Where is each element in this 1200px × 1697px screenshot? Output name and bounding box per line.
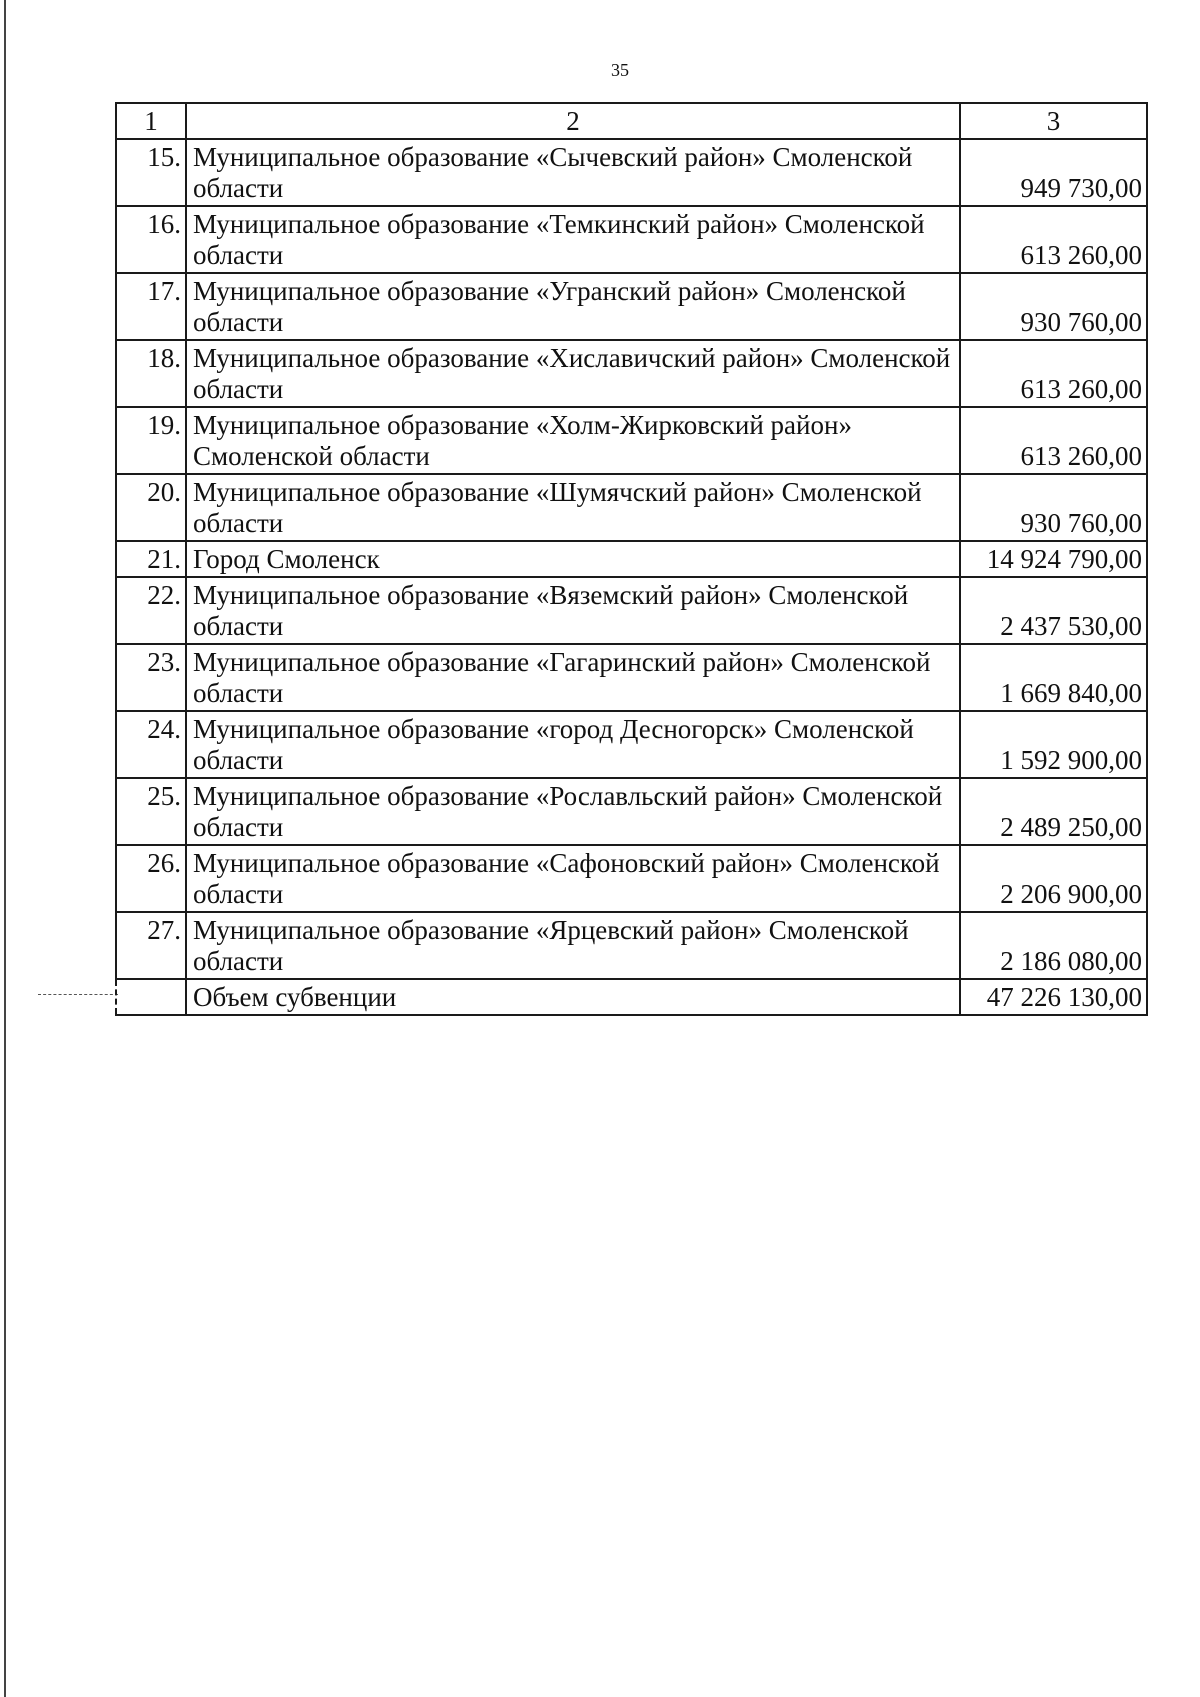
- table-row: [116, 778, 1147, 845]
- table-row: [116, 912, 1147, 979]
- page-left-edge: [4, 0, 6, 1697]
- municipality-name: Город Смоленск: [186, 541, 960, 577]
- subvention-amount: 2 186 080,00: [960, 912, 1147, 979]
- municipality-name: Муниципальное образование «Сычевский район» Смоленской области: [186, 139, 960, 206]
- table-row: [116, 711, 1147, 778]
- subvention-amount: 613 260,00: [960, 407, 1147, 474]
- row-number: 18.: [116, 340, 186, 407]
- table-row: [116, 273, 1147, 340]
- subvention-amount: 949 730,00: [960, 139, 1147, 206]
- municipality-name: Муниципальное образование «Холм-Жирковский район» Смоленской области: [186, 407, 960, 474]
- table-row: [116, 139, 1147, 206]
- table-row: [116, 340, 1147, 407]
- municipality-name: Муниципальное образование «город Десногорск» Смоленской области: [186, 711, 960, 778]
- total-label: Объем субвенции: [186, 979, 960, 1015]
- subvention-amount: 1 669 840,00: [960, 644, 1147, 711]
- page-number: 35: [611, 60, 629, 80]
- municipality-name: Муниципальное образование «Сафоновский район» Смоленской области: [186, 845, 960, 912]
- row-number: 26.: [116, 845, 186, 912]
- table-row: [116, 407, 1147, 474]
- subvention-amount: 14 924 790,00: [960, 541, 1147, 577]
- header-col-3: 3: [960, 103, 1147, 139]
- subvention-amount: 2 489 250,00: [960, 778, 1147, 845]
- subvention-amount: 2 437 530,00: [960, 577, 1147, 644]
- table-row: [116, 541, 1147, 577]
- municipality-name: Муниципальное образование «Темкинский район» Смоленской области: [186, 206, 960, 273]
- subvention-amount: 1 592 900,00: [960, 711, 1147, 778]
- table-row: [116, 474, 1147, 541]
- margin-dash-line: [38, 994, 118, 995]
- subvention-table: [115, 102, 1148, 1016]
- header-col-1: 1: [116, 103, 186, 139]
- table-row: [116, 577, 1147, 644]
- municipality-name: Муниципальное образование «Вяземский район» Смоленской области: [186, 577, 960, 644]
- subvention-amount: 613 260,00: [960, 206, 1147, 273]
- total-row-number: [116, 979, 186, 1015]
- municipality-name: Муниципальное образование «Шумячский район» Смоленской области: [186, 474, 960, 541]
- municipality-name: Муниципальное образование «Гагаринский район» Смоленской области: [186, 644, 960, 711]
- row-number: 19.: [116, 407, 186, 474]
- subvention-amount: 2 206 900,00: [960, 845, 1147, 912]
- municipality-name: Муниципальное образование «Ярцевский район» Смоленской области: [186, 912, 960, 979]
- municipality-name: Муниципальное образование «Хиславичский район» Смоленской области: [186, 340, 960, 407]
- municipality-name: Муниципальное образование «Угранский район» Смоленской области: [186, 273, 960, 340]
- table-row: [116, 845, 1147, 912]
- row-number: 15.: [116, 139, 186, 206]
- table-header-row: [116, 103, 1147, 139]
- row-number: 23.: [116, 644, 186, 711]
- total-row: [116, 979, 1147, 1015]
- subvention-amount: 930 760,00: [960, 474, 1147, 541]
- total-amount: 47 226 130,00: [960, 979, 1147, 1015]
- municipality-name: Муниципальное образование «Рославльский район» Смоленской области: [186, 778, 960, 845]
- subvention-amount: 930 760,00: [960, 273, 1147, 340]
- subvention-amount: 613 260,00: [960, 340, 1147, 407]
- row-number: 24.: [116, 711, 186, 778]
- table-row: [116, 206, 1147, 273]
- row-number: 22.: [116, 577, 186, 644]
- table-row: [116, 644, 1147, 711]
- row-number: 25.: [116, 778, 186, 845]
- row-number: 17.: [116, 273, 186, 340]
- row-number: 16.: [116, 206, 186, 273]
- header-col-2: 2: [186, 103, 960, 139]
- row-number: 27.: [116, 912, 186, 979]
- row-number: 21.: [116, 541, 186, 577]
- row-number: 20.: [116, 474, 186, 541]
